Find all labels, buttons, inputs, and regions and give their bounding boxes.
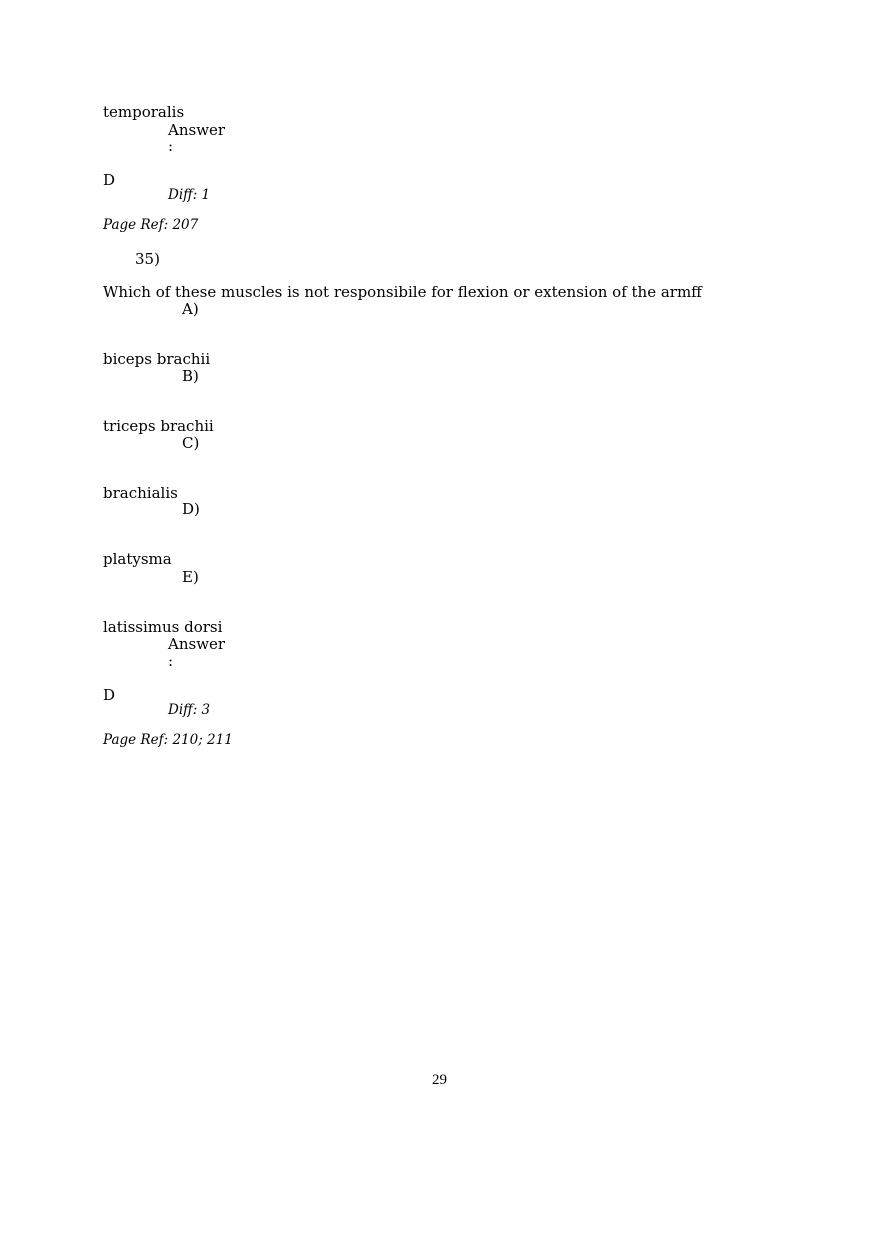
page-number: 29 — [432, 1072, 447, 1088]
difficulty: Diff: 3 — [168, 702, 211, 718]
prev-answer-value: D — [103, 171, 116, 189]
option-label-b: B) — [182, 367, 199, 385]
option-text-a: biceps brachii — [103, 350, 211, 368]
prev-answer-label: Answer — [168, 121, 226, 139]
option-label-a: A) — [182, 300, 199, 318]
option-text-e: latissimus dorsi — [103, 618, 223, 636]
option-label-d: D) — [182, 500, 200, 518]
answer-colon: : — [168, 652, 174, 670]
option-text-c: brachialis — [103, 484, 178, 502]
answer-label: Answer — [168, 635, 226, 653]
page-ref: Page Ref: 210; 211 — [103, 732, 233, 748]
option-text-d: platysma — [103, 550, 172, 568]
prev-answer-colon: : — [168, 137, 174, 155]
option-text-b: triceps brachii — [103, 417, 214, 435]
prev-option-text: temporalis — [103, 103, 185, 121]
answer-value: D — [103, 686, 116, 704]
prev-difficulty: Diff: 1 — [168, 187, 211, 203]
question-number: 35) — [135, 250, 160, 268]
option-label-c: C) — [182, 434, 200, 452]
question-text: Which of these muscles is not responsibile for flexion or extension of the armff — [103, 283, 702, 301]
option-label-e: E) — [182, 568, 199, 586]
prev-page-ref: Page Ref: 207 — [103, 217, 199, 233]
